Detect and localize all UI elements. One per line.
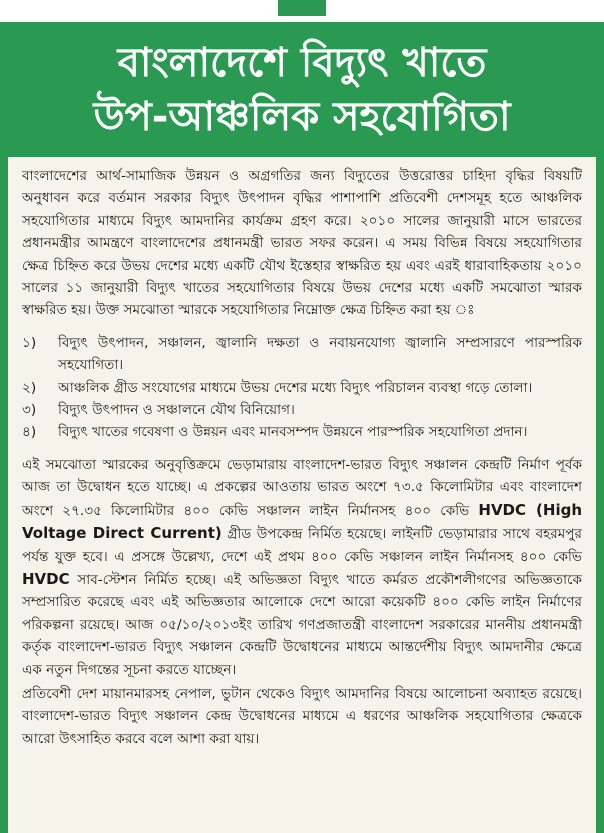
project-paragraph: [22, 454, 582, 681]
list-item: [22, 377, 582, 399]
page-title-line-1: বাংলাদেশে বিদ্যুৎ খাতে: [117, 39, 487, 86]
list-item-number: ১): [22, 334, 37, 351]
list-item-text: বিদ্যুৎ উৎপাদন ও সঞ্চালনে যৌথ বিনিয়োগ।: [58, 402, 295, 419]
list-item: [22, 332, 582, 377]
list-item-number: ৪): [22, 424, 37, 441]
list-item: [22, 399, 582, 421]
intro-paragraph: বাংলাদেশের আর্থ-সামাজিক উন্নয়ন ও অগ্রগতির জন্য বিদ্যুতের উত্তরোত্তর চাহিদা বৃদ্ধির বিষয়টি অনুধাবন করে বর্তমান সরকার বিদ্যুৎ উৎপাদন বৃদ্ধির পাশাপাশি প্রতিবেশী দেশসমূহ হতে আঞ্চলিক সহযোগিতার মাধ্যমে বিদ্যুৎ আমদানির কার্যক্রম গ্রহণ করে। ২০১০ সালের জানুয়ারী মাসে ভারতের প্রধানমন্ত্রীর আমন্ত্রণে বাংলাদেশের প্রধানমন্ত্রী ভারত সফর করেন। এ সময় বিভিন্ন বিষয়ে সহযোগিতার ক্ষেত্র চিহ্নিত করে উভয় দেশের মধ্যে একটি যৌথ ইস্তেহার স্বাক্ষরিত হয় এবং এরই ধারাবাহিকতায় ২০১০ সালের ১১ জানুয়ারী বিদ্যুৎ খাতের সহযোগিতার বিষয়ে উভয় দেশের মধ্যে একটি সমঝোতা স্মারক স্বাক্ষরিত হয়। উক্ত সমঝোতা স্মারকে সহযোগিতার নিম্নোক্ত ক্ষেত্র চিহ্নিত করা হয় ঃ: [22, 168, 582, 319]
title-banner: [0, 22, 604, 157]
list-item-text: বিদ্যুৎ খাতের গবেষণা ও উন্নয়ন এবং মানবসম্পদ উন্নয়নে পারস্পরিক সহযোগিতা প্রদান।: [58, 424, 528, 441]
top-border-strip: [0, 0, 604, 22]
closing-paragraph: প্রতিবেশী দেশ মায়ানমারসহ নেপাল, ভুটান থেকেও বিদ্যুৎ আমদানির বিষয়ে আলোচনা অব্যাহত রয়েছে। বাংলাদেশ-ভারত বিদ্যুৎ সঞ্চালন কেন্দ্র উদ্বোধনের মাধ্যমে এ ধরণের আঞ্চলিক সহযোগিতার ক্ষেত্রকে আরো উৎসাহিত করবে বলে আশা করা যায়।: [22, 685, 583, 747]
list-item: [22, 421, 582, 443]
list-item-number: ৩): [22, 402, 37, 419]
article-body: [8, 157, 596, 833]
page-title-line-2: উপ-আঞ্চলিক সহযোগিতা: [93, 93, 511, 140]
list-item-text: আঞ্চলিক গ্রীড সংযোগের মাধ্যমে উভয় দেশের মধ্যে বিদ্যুৎ পরিচালন ব্যবস্থা গড়ে তোলা।: [58, 379, 533, 396]
list-item-number: ২): [22, 379, 37, 396]
project-text-part-2: গ্রীড উপকেন্দ্র নির্মিত হয়েছে। লাইনটি ভেড়ামারার সাথে বহরমপুর পর্যন্ত যুক্ত হবে। এ প্রসঙ্গে উল্লেখ্য, দেশে এই প্রথম ৪০০ কেভি সঞ্চালন লাইন নির্মানসহ ৪০০ কেভি: [22, 526, 583, 565]
project-text-part-3: সাব-স্টেশন নির্মিত হচ্ছে। এই অভিজ্ঞতা বিদ্যুৎ খাতে কর্মরত প্রকৌশলীগণের অভিজ্ঞতাকে সম্প্রসারিত করেছে এবং এই অভিজ্ঞতার আলোকে দেশে আরো কয়েকটি ৪০০ কেভি লাইন নির্মাণের পরিকল্পনা রয়েছে। আজ ০৫/১০/২০১৩ইং তারিখ গণপ্রজাতন্ত্রী বাংলাদেশ সরকারের মাননীয় প্রধানমন্ত্রী কর্তৃক বাংলাদেশ-ভারত বিদ্যুৎ সঞ্চালন কেন্দ্রটি উদ্বোধনের মাধ্যমে আন্তর্দেশীয় বিদ্যুৎ আমদানীর ক্ষেত্রে এক নতুন দিগন্তের সূচনা করতে যাচ্ছেন।: [22, 571, 582, 678]
cooperation-areas-list: [22, 332, 582, 444]
list-item-text: বিদ্যুৎ উৎপাদন, সঞ্চালন, জ্বালানি দক্ষতা ও নবায়নযোগ্য জ্বালানি সম্প্রসারণে পারস্পরিক সহযোগিতা।: [58, 334, 582, 374]
hvdc-term: HVDC: [22, 569, 70, 588]
hvdc-full-term: HVDC (High Voltage Direct Current): [22, 500, 583, 543]
project-text-part-1: এই সমঝোতা স্মারকের অনুবৃত্তিক্রমে ভেড়ামারায় বাংলাদেশ-ভারত বিদ্যুৎ সঞ্চালন কেন্দ্রটি নির্মাণ পূর্বক আজ তা উদ্বোধন হতে যাচ্ছে। এ প্রকল্পের আওতায় ভারত অংশে ৭৩.৫ কিলোমিটার এবং বাংলাদেশ অংশে ২৭.৩৫ কিলোমিটার ৪০০ কেভি সঞ্চালন লাইন নির্মানসহ ৪০০ কেভি: [22, 456, 582, 519]
